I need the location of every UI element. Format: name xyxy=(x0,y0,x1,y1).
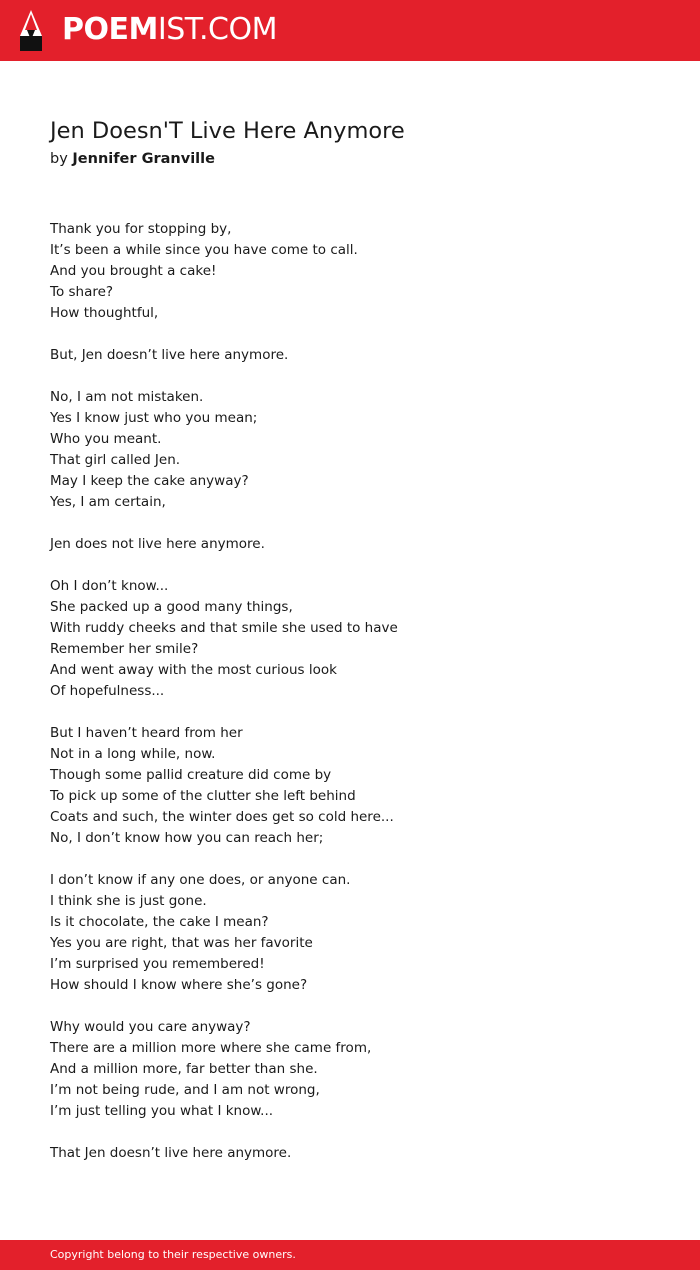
poem-line: There are a million more where she came from, xyxy=(50,1040,372,1056)
site-logo[interactable] xyxy=(62,12,277,48)
logo-text-bold: POEM xyxy=(62,12,158,47)
poem-line: No, I am not mistaken. xyxy=(50,389,204,405)
poem-line: May I keep the cake anyway? xyxy=(50,473,249,489)
pencil-logo-icon[interactable] xyxy=(18,10,44,52)
poem-line: And a million more, far better than she. xyxy=(50,1061,318,1077)
poem-stanza xyxy=(50,1017,670,1122)
poem-line: But I haven’t heard from her xyxy=(50,725,243,741)
poem-line: Though some pallid creature did come by xyxy=(50,767,332,783)
poem-stanza xyxy=(50,219,670,324)
poem-line: To pick up some of the clutter she left behind xyxy=(50,788,356,804)
poem-line: That Jen doesn’t live here anymore. xyxy=(50,1145,292,1161)
poem-stanza xyxy=(50,870,670,996)
poem-line: Who you meant. xyxy=(50,431,162,447)
by-label: by xyxy=(50,151,68,167)
poem-line: To share? xyxy=(50,284,114,300)
poem-line: She packed up a good many things, xyxy=(50,599,293,615)
poem-line: Yes, I am certain, xyxy=(50,494,166,510)
poem-line: Not in a long while, now. xyxy=(50,746,216,762)
poem-line: Yes I know just who you mean; xyxy=(50,410,258,426)
poem-stanza xyxy=(50,723,670,849)
poem-line: Jen does not live here anymore. xyxy=(50,536,265,552)
poem-line: How thoughtful, xyxy=(50,305,159,321)
poem-line: It’s been a while since you have come to call. xyxy=(50,242,358,258)
poem-line: Thank you for stopping by, xyxy=(50,221,232,237)
poem-line: I don’t know if any one does, or anyone can. xyxy=(50,872,351,888)
byline xyxy=(50,148,215,170)
poem-line: With ruddy cheeks and that smile she used to have xyxy=(50,620,398,636)
poem-line: That girl called Jen. xyxy=(50,452,181,468)
author-name: Jennifer Granville xyxy=(72,151,215,167)
copyright-text: Copyright belong to their respective owners. xyxy=(50,1248,296,1261)
poem-line: How should I know where she’s gone? xyxy=(50,977,308,993)
site-header xyxy=(0,0,700,61)
poem-stanza xyxy=(50,1143,670,1164)
poem-line: I’m surprised you remembered! xyxy=(50,956,265,972)
poem-body xyxy=(50,219,670,1185)
poem-stanza xyxy=(50,576,670,702)
poem-line: Yes you are right, that was her favorite xyxy=(50,935,313,951)
poem-line: But, Jen doesn’t live here anymore. xyxy=(50,347,289,363)
poem-line: Is it chocolate, the cake I mean? xyxy=(50,914,269,930)
poem-line: No, I don’t know how you can reach her; xyxy=(50,830,324,846)
poem-line: Of hopefulness... xyxy=(50,683,165,699)
poem-line: I’m not being rude, and I am not wrong, xyxy=(50,1082,320,1098)
poem-stanza xyxy=(50,534,670,555)
poem-line: Why would you care anyway? xyxy=(50,1019,251,1035)
poem-line: Remember her smile? xyxy=(50,641,199,657)
poem-stanza xyxy=(50,345,670,366)
site-footer xyxy=(0,1240,700,1270)
poem-line: And went away with the most curious look xyxy=(50,662,337,678)
poem-line: And you brought a cake! xyxy=(50,263,217,279)
poem-stanza xyxy=(50,387,670,513)
logo-text-light: IST.COM xyxy=(157,12,277,47)
poem-line: Oh I don’t know... xyxy=(50,578,169,594)
poem-line: Coats and such, the winter does get so cold here... xyxy=(50,809,394,825)
poem-title: Jen Doesn'T Live Here Anymore xyxy=(50,118,405,144)
poem-line: I’m just telling you what I know... xyxy=(50,1103,274,1119)
poem-line: I think she is just gone. xyxy=(50,893,207,909)
